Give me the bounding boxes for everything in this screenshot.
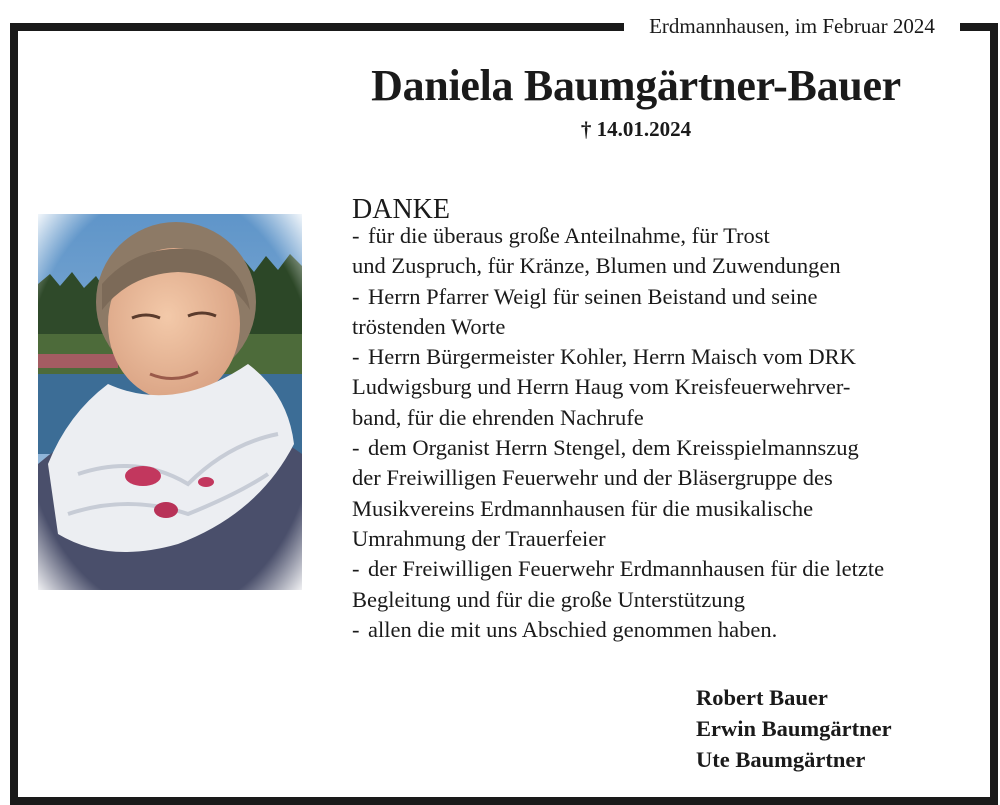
signer-name: Erwin Baumgärtner xyxy=(696,716,892,741)
deceased-name: Daniela Baumgärtner-Bauer xyxy=(371,61,901,110)
thanks-item: - für die überaus große Anteilnahme, für Trost und Zuspruch, für Kränze, Blumen und Zuwendungen xyxy=(352,221,982,282)
thanks-line: tröstenden Worte xyxy=(352,313,506,339)
thanks-line: Begleitung und für die große Unterstützung xyxy=(352,586,746,612)
death-date: † 14.01.2024 xyxy=(580,117,692,141)
place-date: Erdmannhausen, im Februar 2024 xyxy=(624,13,960,39)
thanks-item: - der Freiwilligen Feuerwehr Erdmannhausen für die letzte Begleitung und für die große Unterstützung xyxy=(352,554,982,615)
thanks-line: allen die mit uns Abschied genommen haben. xyxy=(368,616,778,642)
thanks-line: Herrn Bürgermeister Kohler, Herrn Maisch vom DRK xyxy=(368,344,856,370)
thanks-heading: DANKE xyxy=(352,194,450,226)
signer-name: Ute Baumgärtner xyxy=(696,747,866,772)
signer-name: Robert Bauer xyxy=(696,685,828,710)
thanks-item: - Herrn Bürgermeister Kohler, Herrn Maisch vom DRK Ludwigsburg und Herrn Haug vom Kreisfeuerwehrver- band, für die ehrenden Nachrufe xyxy=(352,342,982,433)
thanks-item: - Herrn Pfarrer Weigl für seinen Beistand und seine tröstenden Worte xyxy=(352,282,982,343)
thanks-item: - dem Organist Herrn Stengel, dem Kreisspielmannszug der Freiwilligen Feuerwehr und der Bläsergruppe des Musikvereins Erdmannhausen für die musikalische Umrahmung der Trauerfeier xyxy=(352,433,982,554)
thanks-line: und Zuspruch, für Kränze, Blumen und Zuwendungen xyxy=(352,253,841,279)
thanks-line: Ludwigsburg und Herrn Haug vom Kreisfeuerwehrver- xyxy=(352,374,851,400)
thanks-line: Herrn Pfarrer Weigl für seinen Beistand und seine xyxy=(368,283,818,309)
signers xyxy=(696,682,892,775)
thanks-line: der Freiwilligen Feuerwehr und der Bläsergruppe des xyxy=(352,465,833,491)
thanks-line: Musikvereins Erdmannhausen für die musikalische xyxy=(352,495,814,521)
thanks-line: der Freiwilligen Feuerwehr Erdmannhausen für die letzte xyxy=(368,556,885,582)
thanks-list xyxy=(352,221,982,645)
thanks-item: - allen die mit uns Abschied genommen haben. xyxy=(352,616,778,642)
thanks-line: dem Organist Herrn Stengel, dem Kreisspielmannszug xyxy=(368,435,859,461)
portrait-photo xyxy=(38,214,302,590)
thanks-line: band, für die ehrenden Nachrufe xyxy=(352,404,644,430)
thanks-line: Umrahmung der Trauerfeier xyxy=(352,525,606,551)
thanks-line: für die überaus große Anteilnahme, für Trost xyxy=(368,223,770,248)
